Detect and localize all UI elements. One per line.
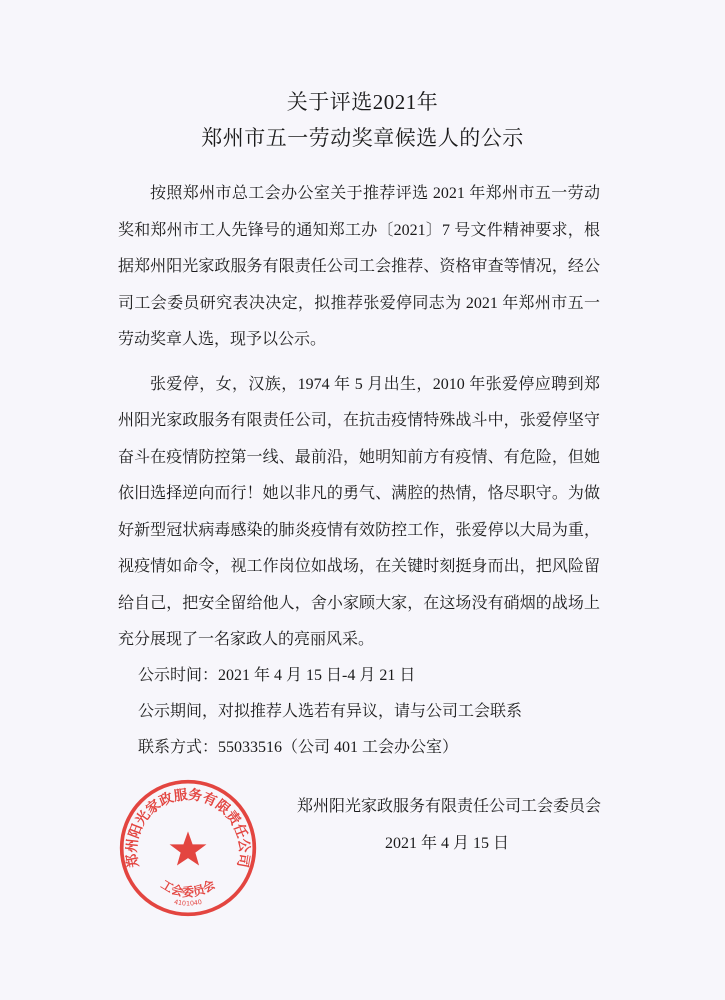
official-seal-stamp — [118, 778, 258, 918]
paragraph-2-line: 好新型冠状病毒感染的肺炎疫情有效防控工作，张爱停以大局为重， — [118, 521, 600, 539]
paragraph-2-line: 依旧选择逆向而行！她以非凡的勇气、满腔的热情，恪尽职守。为做 — [118, 485, 600, 502]
paragraph-2-line: 给自己，把安全留给他人，舍小家顾大家，在这场没有硝烟的战场上 — [118, 594, 600, 612]
seal-bottom-text: 工会委员会 — [158, 877, 218, 900]
paragraph-2-line: 充分展现了一名家政人的亮丽风采。 — [118, 631, 375, 648]
seal-ring-text: 郑州阳光家政服务有限责任公司 — [124, 787, 252, 869]
paragraph-1-line: 奖和郑州市工人先锋号的通知郑工办〔2021〕7 号文件精神要求，根 — [118, 221, 600, 239]
paragraph-1-line: 司工会委员研究表决决定，拟推荐张爱停同志为 2021 年郑州市五一 — [118, 294, 600, 312]
signature-organization: 郑州阳光家政服务有限责任公司工会委员会 — [296, 798, 601, 815]
paragraph-2-line: 张爱停，女，汉族，1974 年 5 月出生，2010 年张爱停应聘到郑 — [150, 375, 600, 393]
notice-period: 公示时间：2021 年 4 月 15 日-4 月 21 日 — [138, 667, 416, 684]
notice-objection: 公示期间，对拟推荐人选若有异议，请与公司工会联系 — [138, 703, 523, 720]
paragraph-1 — [118, 180, 600, 363]
paragraph-2-line: 视疫情如命令，视工作岗位如战场，在关键时刻挺身而出，把风险留 — [118, 558, 600, 575]
paragraph-1-line: 劳动奖章人选，现予以公示。 — [118, 331, 327, 348]
star-icon — [170, 831, 207, 865]
paragraph-1-line: 据郑州阳光家政服务有限责任公司工会推荐、资格审查等情况，经公 — [118, 258, 600, 275]
paragraph-1-line: 按照郑州市总工会办公室关于推荐评选 2021 年郑州市五一劳动 — [150, 185, 600, 202]
paragraph-2 — [118, 371, 600, 663]
title-line-2: 郑州市五一劳动奖章候选人的公示 — [201, 126, 524, 150]
title-line-1: 关于评选2021年 — [286, 90, 439, 114]
paragraph-2-line: 州阳光家政服务有限责任公司，在抗击疫情特殊战斗中，张爱停坚守 — [118, 412, 600, 429]
document-body — [118, 180, 600, 671]
seal-code: 4101040 — [173, 897, 203, 908]
notice-contact: 联系方式：55033516（公司 401 工会办公室） — [138, 739, 459, 756]
signature-date: 2021 年 4 月 15 日 — [384, 835, 509, 852]
paragraph-2-line: 奋斗在疫情防控第一线、最前沿，她明知前方有疫情、有危险，但她 — [118, 448, 600, 466]
